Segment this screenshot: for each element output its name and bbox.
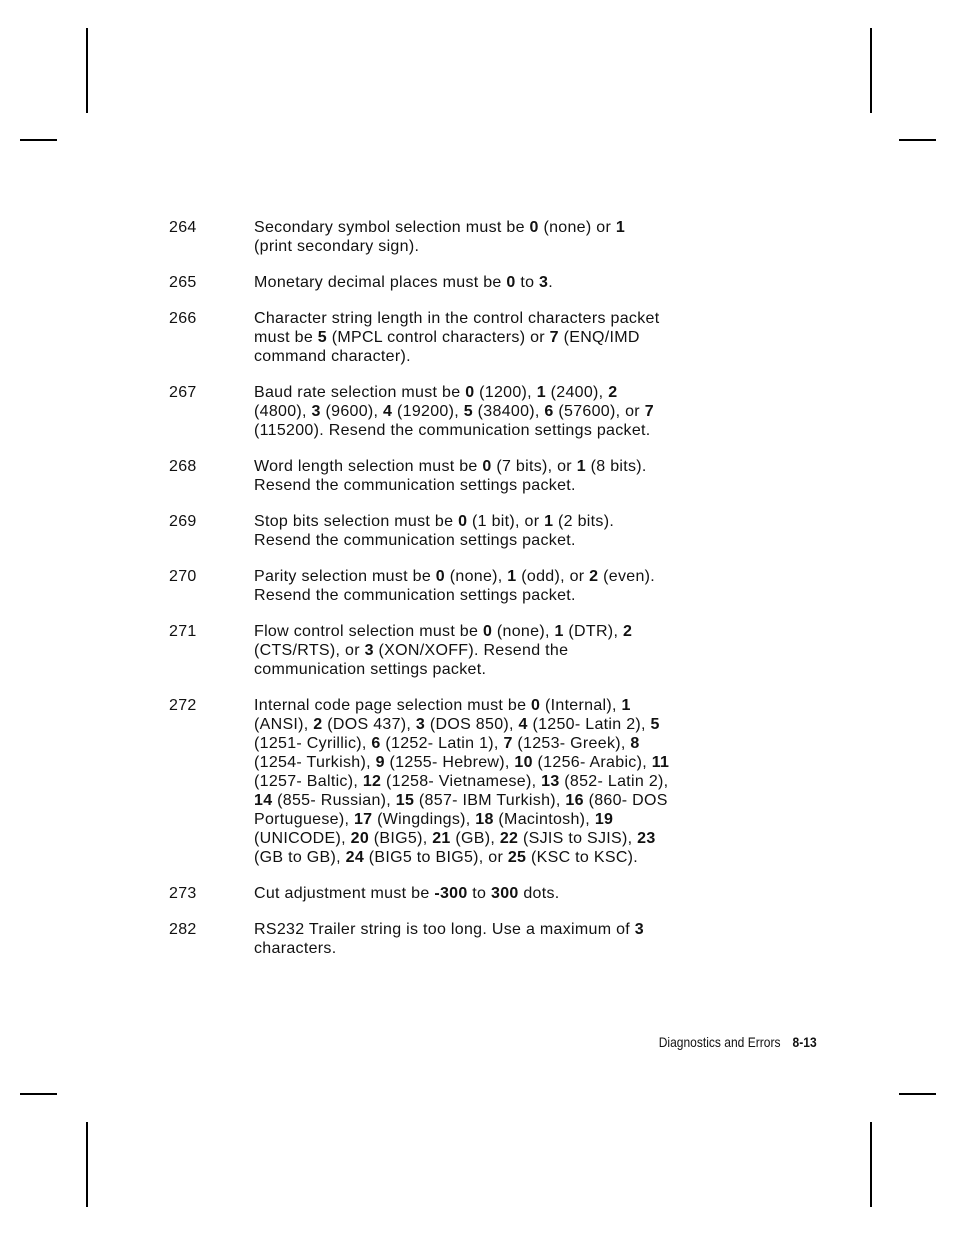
footer-section-title: Diagnostics and Errors bbox=[659, 1034, 781, 1050]
crop-mark bbox=[86, 28, 88, 113]
error-text: to bbox=[467, 885, 491, 902]
error-value: 2 bbox=[622, 623, 633, 640]
error-value: 0 bbox=[465, 384, 475, 401]
error-text: Portuguese), bbox=[254, 811, 354, 828]
error-entry bbox=[0, 567, 954, 605]
error-value: 7 bbox=[644, 403, 654, 420]
error-text: Cut adjustment must be bbox=[254, 885, 435, 902]
error-value: 14 bbox=[254, 792, 273, 809]
error-value: 7 bbox=[549, 329, 559, 346]
error-value: 3 bbox=[415, 716, 426, 733]
error-text: (857- IBM Turkish), bbox=[414, 792, 566, 809]
error-value: 20 bbox=[350, 830, 370, 847]
error-value: 3 bbox=[364, 642, 374, 659]
error-text: (852- Latin 2), bbox=[559, 773, 669, 790]
error-text: communication settings packet. bbox=[254, 661, 487, 678]
error-message bbox=[254, 512, 729, 550]
error-text: (38400), bbox=[472, 403, 545, 420]
error-value: 12 bbox=[362, 773, 382, 790]
error-value: 5 bbox=[463, 403, 473, 420]
error-text: (2 bits). bbox=[553, 513, 615, 530]
error-value: 11 bbox=[651, 754, 670, 771]
error-text: (none), bbox=[492, 623, 555, 640]
error-value: 0 bbox=[531, 697, 541, 714]
error-code: 267 bbox=[169, 384, 197, 401]
error-value: 1 bbox=[554, 623, 564, 640]
error-text: (GB), bbox=[450, 830, 500, 847]
error-value: 18 bbox=[475, 811, 494, 828]
error-text: Resend the communication settings packet. bbox=[254, 587, 576, 604]
error-text: (DOS 437), bbox=[322, 716, 416, 733]
error-text: (8 bits). bbox=[585, 458, 647, 475]
error-text: Character string length in the control characters packet bbox=[254, 310, 660, 327]
error-text: (ANSI), bbox=[254, 716, 314, 733]
crop-mark bbox=[20, 1093, 57, 1095]
crop-mark bbox=[870, 28, 872, 113]
error-text: (XON/XOFF). Resend the bbox=[373, 642, 569, 659]
error-text: (1250- Latin 2), bbox=[527, 716, 651, 733]
error-code: 273 bbox=[169, 885, 197, 902]
error-text: Baud rate selection must be bbox=[254, 384, 466, 401]
error-text: Secondary symbol selection must be bbox=[254, 219, 530, 236]
error-message bbox=[254, 567, 729, 605]
crop-mark bbox=[86, 1122, 88, 1207]
error-text: Resend the communication settings packet. bbox=[254, 477, 576, 494]
error-entry bbox=[0, 512, 954, 550]
error-text: (KSC to KSC). bbox=[526, 849, 639, 866]
error-value: 4 bbox=[383, 403, 393, 420]
error-value: 3 bbox=[539, 274, 549, 291]
error-text: (115200). Resend the communication settings packet. bbox=[254, 422, 651, 439]
error-text: Resend the communication settings packet. bbox=[254, 532, 576, 549]
error-text: (none), bbox=[445, 568, 508, 585]
error-entry bbox=[0, 696, 954, 867]
error-text: (1256- Arabic), bbox=[532, 754, 652, 771]
error-text: (19200), bbox=[392, 403, 464, 420]
error-value: 6 bbox=[371, 735, 381, 752]
error-text: (1255- Hebrew), bbox=[384, 754, 515, 771]
error-message bbox=[254, 457, 729, 495]
error-value: 1 bbox=[615, 219, 626, 236]
error-value: 17 bbox=[353, 811, 373, 828]
error-code: 265 bbox=[169, 274, 197, 291]
error-value: 8 bbox=[630, 735, 640, 752]
error-entry bbox=[0, 383, 954, 440]
error-message bbox=[254, 273, 729, 292]
error-text: (MPCL control characters) or bbox=[326, 329, 550, 346]
error-message bbox=[254, 884, 729, 903]
error-value: 7 bbox=[503, 735, 513, 752]
error-text: must be bbox=[254, 329, 318, 346]
error-code: 266 bbox=[169, 310, 197, 327]
error-value: 0 bbox=[529, 219, 539, 236]
error-value: 0 bbox=[458, 513, 468, 530]
error-text: . bbox=[548, 274, 553, 291]
error-text: to bbox=[515, 274, 540, 291]
error-text: (GB to GB), bbox=[254, 849, 346, 866]
error-entry bbox=[0, 622, 954, 679]
error-text: (7 bits), or bbox=[491, 458, 577, 475]
error-text: (1252- Latin 1), bbox=[380, 735, 504, 752]
error-value: 1 bbox=[621, 697, 631, 714]
error-value: 6 bbox=[544, 403, 554, 420]
error-message bbox=[254, 696, 729, 867]
error-entry bbox=[0, 457, 954, 495]
error-value: 21 bbox=[432, 830, 451, 847]
error-value: 1 bbox=[576, 458, 586, 475]
error-text: RS232 Trailer string is too long. Use a maximum of bbox=[254, 921, 635, 938]
error-text: (1251- Cyrillic), bbox=[254, 735, 372, 752]
error-text: (even). bbox=[598, 568, 656, 585]
error-text: (ENQ/IMD bbox=[558, 329, 640, 346]
error-text: (57600), or bbox=[553, 403, 645, 420]
error-value: 0 bbox=[435, 568, 445, 585]
error-value: 24 bbox=[345, 849, 365, 866]
error-text: (1253- Greek), bbox=[512, 735, 631, 752]
error-message bbox=[254, 383, 729, 440]
error-value: 5 bbox=[317, 329, 327, 346]
error-code: 272 bbox=[169, 697, 197, 714]
error-text: (SJIS to SJIS), bbox=[518, 830, 638, 847]
error-text: Stop bits selection must be bbox=[254, 513, 459, 530]
error-text: Internal code page selection must be bbox=[254, 697, 532, 714]
error-value: 3 bbox=[311, 403, 321, 420]
error-text: characters. bbox=[254, 940, 337, 957]
error-text: (DOS 850), bbox=[425, 716, 519, 733]
error-text: (BIG5 to BIG5), or bbox=[364, 849, 508, 866]
error-code: 269 bbox=[169, 513, 197, 530]
error-text: (2400), bbox=[545, 384, 609, 401]
error-value: 1 bbox=[507, 568, 517, 585]
error-entry bbox=[0, 273, 954, 292]
error-text: (odd), or bbox=[516, 568, 590, 585]
error-entry bbox=[0, 920, 954, 958]
error-value: 15 bbox=[395, 792, 415, 809]
error-text: (Wingdings), bbox=[372, 811, 476, 828]
error-code: 271 bbox=[169, 623, 197, 640]
error-entry bbox=[0, 884, 954, 903]
error-text: (Internal), bbox=[540, 697, 622, 714]
error-value: 10 bbox=[514, 754, 533, 771]
error-message bbox=[254, 622, 729, 679]
error-value: 16 bbox=[565, 792, 584, 809]
error-text: (UNICODE), bbox=[254, 830, 351, 847]
error-value: 23 bbox=[637, 830, 656, 847]
error-text: (860- DOS bbox=[583, 792, 668, 809]
error-entry bbox=[0, 218, 954, 256]
error-value: 5 bbox=[650, 716, 660, 733]
error-text: (DTR), bbox=[563, 623, 623, 640]
error-text: (9600), bbox=[320, 403, 384, 420]
error-text: (1 bit), or bbox=[467, 513, 545, 530]
error-value: 1 bbox=[536, 384, 546, 401]
error-value: 4 bbox=[518, 716, 528, 733]
error-text: (none) or bbox=[538, 219, 616, 236]
error-code: 270 bbox=[169, 568, 197, 585]
error-text: (4800), bbox=[254, 403, 312, 420]
page-number: 8-13 bbox=[792, 1034, 817, 1050]
error-code: 268 bbox=[169, 458, 197, 475]
error-code: 282 bbox=[169, 921, 197, 938]
crop-mark bbox=[20, 139, 57, 141]
crop-mark bbox=[899, 139, 936, 141]
crop-mark bbox=[870, 1122, 872, 1207]
error-code: 264 bbox=[169, 219, 197, 236]
error-text: (CTS/RTS), or bbox=[254, 642, 365, 659]
error-value: 25 bbox=[507, 849, 527, 866]
error-text: (1200), bbox=[474, 384, 537, 401]
error-value: 0 bbox=[482, 458, 492, 475]
error-text: (1257- Baltic), bbox=[254, 773, 363, 790]
error-value: 2 bbox=[608, 384, 618, 401]
error-value: 1 bbox=[544, 513, 554, 530]
error-value: 300 bbox=[491, 885, 519, 902]
error-value: 2 bbox=[589, 568, 599, 585]
page-footer bbox=[659, 1033, 817, 1051]
error-entry bbox=[0, 309, 954, 366]
error-text: Monetary decimal places must be bbox=[254, 274, 507, 291]
error-value: 3 bbox=[634, 921, 644, 938]
error-value: 13 bbox=[541, 773, 560, 790]
error-text: (1258- Vietnamese), bbox=[381, 773, 542, 790]
error-message bbox=[254, 218, 729, 256]
error-text: (Macintosh), bbox=[493, 811, 595, 828]
error-list bbox=[0, 218, 954, 975]
error-text: (BIG5), bbox=[369, 830, 433, 847]
error-value: 22 bbox=[499, 830, 519, 847]
error-value: -300 bbox=[434, 885, 468, 902]
error-text: command character). bbox=[254, 348, 411, 365]
crop-mark bbox=[899, 1093, 936, 1095]
error-text: Word length selection must be bbox=[254, 458, 483, 475]
error-text: dots. bbox=[518, 885, 560, 902]
error-text: Parity selection must be bbox=[254, 568, 436, 585]
error-value: 9 bbox=[375, 754, 385, 771]
error-value: 2 bbox=[313, 716, 323, 733]
error-text: (855- Russian), bbox=[272, 792, 396, 809]
error-value: 19 bbox=[594, 811, 614, 828]
error-value: 0 bbox=[506, 274, 516, 291]
error-message bbox=[254, 309, 729, 366]
error-text: (1254- Turkish), bbox=[254, 754, 376, 771]
error-value: 0 bbox=[482, 623, 493, 640]
error-text: Flow control selection must be bbox=[254, 623, 483, 640]
error-text: (print secondary sign). bbox=[254, 238, 420, 255]
error-message bbox=[254, 920, 729, 958]
